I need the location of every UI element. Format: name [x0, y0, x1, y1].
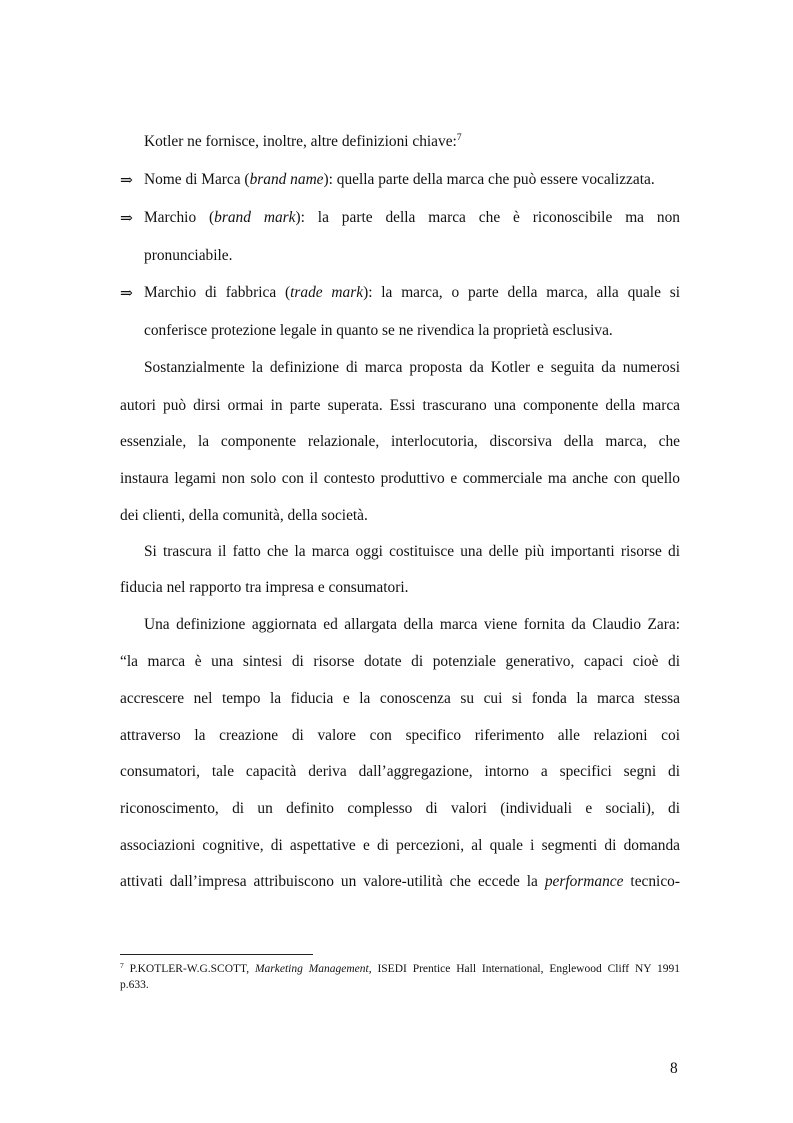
arrow-bullet-icon: ⇒: [120, 171, 133, 189]
p2-line: dei clienti, della comunità, della società.: [120, 507, 368, 524]
p4-line: attraverso la creazione di valore con specifico riferimento alle relazioni coi: [120, 727, 680, 744]
footnote-line: $^7$ P.KOTLER-W.G.SCOTT, Marketing Management, ISEDI Prentice Hall International, Englewood Cliff NY 1991: [120, 961, 680, 975]
footnote-number: 7: [120, 961, 124, 970]
p3-line: Si trascura il fatto che la marca oggi costituisce una delle più importanti risorse di: [144, 543, 680, 560]
footnote-title: Marketing Management,: [254, 963, 372, 975]
arrow-bullet-icon: ⇒: [120, 209, 133, 227]
term-brand-name: brand name: [249, 171, 324, 188]
p4-line: “la marca è una sintesi di risorse dotate di potenziale generativo, capaci cioè di: [120, 653, 680, 670]
footnote-ref: 7: [456, 133, 462, 143]
bullet-trade-mark: Marchio di fabbrica (trade mark): la marca, o parte della marca, alla quale si: [144, 284, 680, 301]
p4-line: accrescere nel tempo la fiducia e la conoscenza su cui si fonda la marca stessa: [120, 690, 680, 707]
p2-line: essenziale, la componente relazionale, interlocutoria, discorsiva della marca, che: [120, 433, 680, 450]
p4-line: consumatori, tale capacità deriva dall’aggregazione, intorno a specifici segni di: [120, 763, 680, 780]
p2-line: autori può dirsi ormai in parte superata. Essi trascurano una componente della marca: [120, 397, 680, 414]
p4-line: riconoscimento, di un definito complesso di valori (individuali e sociali), di: [120, 800, 680, 817]
p3-line: fiducia nel rapporto tra impresa e consumatori.: [120, 579, 409, 596]
bullet-brand-mark: Marchio (brand mark): la parte della marca che è riconoscibile ma non: [144, 209, 680, 226]
arrow-bullet-icon: ⇒: [120, 284, 133, 302]
bullet-brand-mark-cont: pronunciabile.: [144, 247, 233, 264]
p4-line: Una definizione aggiornata ed allargata della marca viene fornita da Claudio Zara:: [144, 616, 680, 633]
p2-line: instaura legami non solo con il contesto produttivo e commerciale ma anche con quello: [120, 470, 680, 487]
bullet-trade-mark-cont: conferisce protezione legale in quanto se ne rivendica la proprietà esclusiva.: [144, 322, 613, 339]
p2-line: Sostanzialmente la definizione di marca proposta da Kotler e seguita da numerosi: [144, 359, 680, 376]
term-trade-mark: trade mark: [290, 284, 364, 301]
p4-line: associazioni cognitive, di aspettative e di percezioni, al quale i segmenti di domanda: [120, 837, 680, 854]
page-number: 8: [670, 1060, 678, 1077]
intro-line: [144, 134, 462, 149]
term-brand-mark: brand mark: [214, 209, 296, 226]
intro-text: Kotler ne fornisce, inoltre, altre definizioni chiave:: [144, 133, 457, 150]
footnote-separator: [120, 954, 313, 955]
bullet-brand-name: Nome di Marca (brand name): quella parte della marca che può essere vocalizzata.: [144, 171, 655, 188]
footnote-line-cont: p.633.: [120, 979, 149, 991]
term-performance: performance: [544, 873, 624, 890]
p4-last-line: attivati dall’impresa attribuiscono un valore-utilità che eccede la performance tecnico-: [120, 873, 680, 890]
